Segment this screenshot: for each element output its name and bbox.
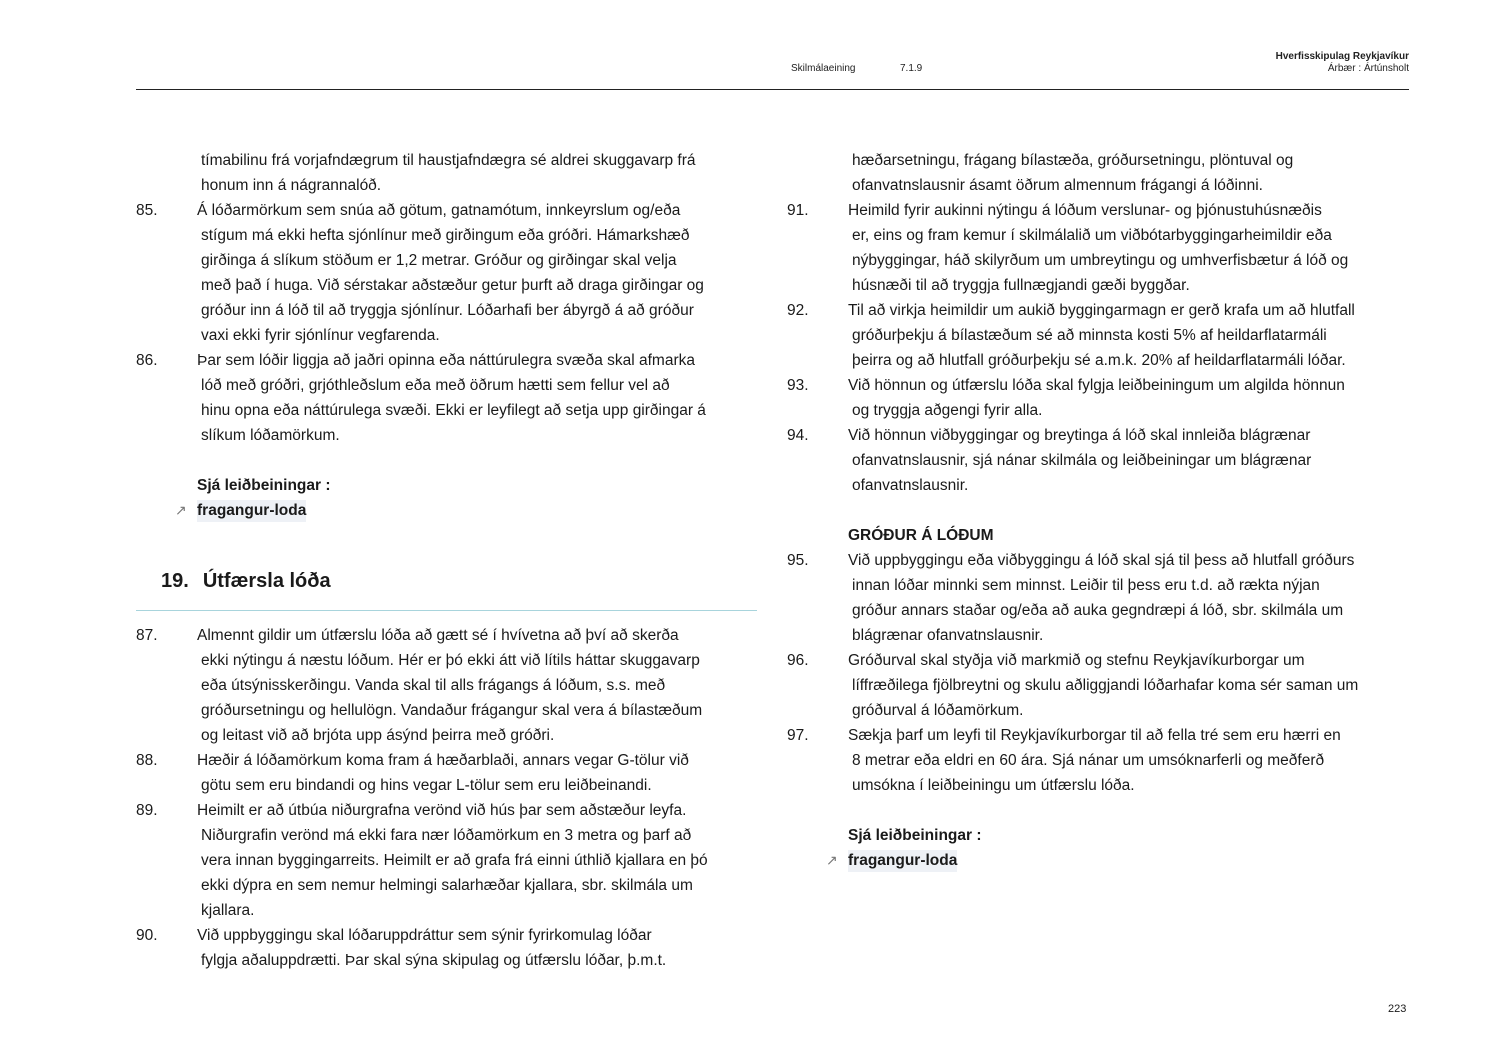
- text-line: gróður annars staðar og/eða að auka gegndræpi á lóð, sbr. skilmála um: [852, 602, 1344, 619]
- text-line: með það í huga. Við sérstakar aðstæður getur þurft að draga girðingar og: [201, 277, 704, 294]
- item-text: [848, 423, 1407, 498]
- text-line: eða útsýnisskerðingu. Vanda skal til alls frágangs á lóðum, s.s. með: [201, 677, 666, 694]
- subheading-wrap: [848, 523, 1407, 548]
- header-code: 7.1.9: [900, 63, 923, 74]
- guideline-link[interactable]: fragangur-loda: [848, 850, 957, 872]
- text-line: vaxi ekki fyrir sjónlínur vegfarenda.: [201, 327, 440, 344]
- item-number: 96.: [787, 652, 809, 669]
- text-line: Hæðir á lóðamörkum koma fram á hæðarblaði, annars vegar G-tölur við: [197, 752, 689, 769]
- list-item: [787, 198, 1407, 298]
- list-item: [136, 623, 756, 748]
- text-line: Gróðurval skal styðja við markmið og stefnu Reykjavíkurborgar um: [848, 652, 1305, 669]
- text-line: tímabilinu frá vorjafndægrum til haustjafndægra sé aldrei skuggavarp frá: [201, 152, 696, 169]
- text-line: blágrænar ofanvatnslausnir.: [852, 627, 1044, 644]
- item-text: [848, 373, 1407, 423]
- text-line: Niðurgrafin verönd má ekki fara nær lóðamörkum en 3 metra og þarf að: [201, 827, 692, 844]
- item-text: [848, 298, 1407, 373]
- text-line: Þar sem lóðir liggja að jaðri opinna eða náttúrulegra svæða skal afmarka: [197, 352, 695, 369]
- text-line: gróðursetningu og hellulögn. Vandaður frágangur skal vera á bílastæðum: [201, 702, 703, 719]
- text-line: kjallara.: [201, 902, 255, 919]
- item-number: 97.: [787, 727, 809, 744]
- list-item: [787, 423, 1407, 498]
- text-line: Á lóðarmörkum sem snúa að götum, gatnamótum, innkeyrslum og/eða: [197, 202, 681, 219]
- list-item: [136, 923, 756, 973]
- external-link-icon: ↗: [175, 502, 187, 518]
- text-line: innan lóðar minnki sem minnst. Leiðir til þess eru t.d. að rækta nýjan: [852, 577, 1320, 594]
- item-text: [848, 148, 1407, 198]
- list-item: [787, 548, 1407, 648]
- text-line: Heimild fyrir aukinni nýtingu á lóðum verslunar- og þjónustuhúsnæðis: [848, 202, 1322, 219]
- text-line: Til að virkja heimildir um aukið byggingarmagn er gerð krafa um að hlutfall: [848, 302, 1355, 319]
- item-number: 90.: [136, 927, 158, 944]
- text-line: Við hönnun viðbyggingar og breytinga á lóð skal innleiða blágrænar: [848, 427, 1311, 444]
- text-line: stígum má ekki hefta sjónlínur með girðingum eða gróðri. Hámarkshæð: [201, 227, 690, 244]
- text-line: hinu opna eða náttúrulega svæði. Ekki er leyfilegt að setja upp girðingar á: [201, 402, 706, 419]
- spacer: [136, 448, 756, 473]
- subheading: GRÓÐUR Á LÓÐUM: [848, 527, 994, 544]
- section-number: 19.: [161, 570, 189, 592]
- header-section: Skilmálaeining: [791, 63, 856, 74]
- list-item: [136, 198, 756, 348]
- text-line: er, eins og fram kemur í skilmálalið um viðbótarbyggingarheimildir eða: [852, 227, 1332, 244]
- item-text: [197, 348, 756, 448]
- text-line: hæðarsetningu, frágang bílastæða, gróðursetningu, plöntuval og: [852, 152, 1294, 169]
- section-heading: [161, 570, 345, 593]
- guideline-link-row: [826, 848, 1407, 873]
- item-text: [197, 748, 756, 798]
- list-item: [787, 148, 1407, 198]
- see-guidelines: [175, 473, 756, 523]
- text-line: ekki nýtingu á næstu lóðum. Hér er þó ekki átt við lítils háttar skuggavarp: [201, 652, 700, 669]
- item-text: [848, 723, 1407, 798]
- item-text: [848, 548, 1407, 648]
- see-guidelines-label: Sjá leiðbeiningar :: [848, 827, 982, 844]
- text-line: nýbyggingar, háð skilyrðum um umbreytingu og umhverfisbætur á lóð og: [852, 252, 1349, 269]
- text-line: Við uppbyggingu eða viðbyggingu á lóð skal sjá til þess að hlutfall gróðurs: [848, 552, 1355, 569]
- text-line: líffræðilega fjölbreytni og skulu aðliggjandi lóðarhafar koma sér saman um: [852, 677, 1359, 694]
- text-line: 8 metrar eða eldri en 60 ára. Sjá nánar um umsóknarferli og meðferð: [852, 752, 1325, 769]
- list-item: [136, 798, 756, 923]
- item-text: [197, 798, 756, 923]
- text-line: Heimilt er að útbúa niðurgrafna verönd við hús þar sem aðstæður leyfa.: [197, 802, 687, 819]
- item-text: [848, 648, 1407, 723]
- text-line: Sækja þarf um leyfi til Reykjavíkurborgar til að fella tré sem eru hærri en: [848, 727, 1341, 744]
- item-number: 95.: [787, 552, 809, 569]
- header-subtitle: Árbær : Ártúnsholt: [1327, 63, 1409, 74]
- guideline-link-row: [175, 498, 756, 523]
- left-column-bottom: [136, 623, 756, 973]
- left-column-top: [136, 148, 756, 523]
- list-item: [787, 723, 1407, 798]
- text-line: honum inn á nágrannalóð.: [201, 177, 382, 194]
- item-number: 88.: [136, 752, 158, 769]
- item-text: [197, 923, 756, 973]
- text-line: ofanvatnslausnir.: [852, 477, 969, 494]
- see-guidelines-label: Sjá leiðbeiningar :: [197, 477, 331, 494]
- text-line: Almennt gildir um útfærslu lóða að gætt sé í hvívetna að því að skerða: [197, 627, 679, 644]
- text-line: vera innan byggingarreits. Heimilt er að grafa frá einni úthlið kjallara en þó: [201, 852, 708, 869]
- text-line: ofanvatnslausnir ásamt öðrum almennum frágangi á lóðinni.: [852, 177, 1263, 194]
- text-line: og tryggja aðgengi fyrir alla.: [852, 402, 1043, 419]
- text-line: gróður inn á lóð til að tryggja sjónlínur. Lóðarhafi ber ábyrgð á að gróður: [201, 302, 694, 319]
- text-line: fylgja aðaluppdrætti. Þar skal sýna skipulag og útfærslu lóðar, þ.m.t.: [201, 952, 667, 969]
- item-number: 86.: [136, 352, 158, 369]
- list-item: [787, 298, 1407, 373]
- list-item: [136, 148, 756, 198]
- item-number: 87.: [136, 627, 158, 644]
- list-item: [136, 748, 756, 798]
- item-text: [197, 623, 756, 748]
- text-line: ofanvatnslausnir, sjá nánar skilmála og leiðbeiningar um blágrænar: [852, 452, 1312, 469]
- text-line: girðinga á slíkum stöðum er 1,2 metrar. Gróður og girðingar skal velja: [201, 252, 677, 269]
- header-divider: [136, 89, 1409, 90]
- text-line: umsókna í leiðbeiningu um útfærslu lóða.: [852, 777, 1135, 794]
- guideline-link[interactable]: fragangur-loda: [197, 500, 306, 522]
- text-line: slíkum lóðamörkum.: [201, 427, 340, 444]
- item-text: [848, 198, 1407, 298]
- text-line: húsnæði til að tryggja fullnægjandi gæði byggðar.: [852, 277, 1190, 294]
- item-number: 89.: [136, 802, 158, 819]
- item-number: 91.: [787, 202, 809, 219]
- text-line: þeirra og að hlutfall gróðurþekju sé a.m.k. 20% af heildarflatarmáli lóðar.: [852, 352, 1346, 369]
- item-text: [197, 148, 756, 198]
- text-line: Við uppbyggingu skal lóðaruppdráttur sem sýnir fyrirkomulag lóðar: [197, 927, 652, 944]
- text-line: gróðurval á lóðamörkum.: [852, 702, 1024, 719]
- item-number: 85.: [136, 202, 158, 219]
- spacer: [787, 498, 1407, 523]
- list-item: [787, 648, 1407, 723]
- section-title: Útfærsla lóða: [202, 570, 331, 592]
- external-link-icon: ↗: [826, 852, 838, 868]
- list-item: [136, 348, 756, 448]
- text-line: gróðurþekju á bílastæðum sé að minnsta kosti 5% af heildarflatarmáli: [852, 327, 1327, 344]
- spacer: [787, 798, 1407, 823]
- text-line: og leitast við að brjóta upp ásýnd þeirra með gróðri.: [201, 727, 555, 744]
- item-number: 92.: [787, 302, 809, 319]
- item-number: 94.: [787, 427, 809, 444]
- right-column: [787, 148, 1407, 873]
- text-line: Við hönnun og útfærslu lóða skal fylgja leiðbeiningum um algilda hönnun: [848, 377, 1345, 394]
- text-line: götu sem eru bindandi og hins vegar L-tölur sem eru leiðbeinandi.: [201, 777, 652, 794]
- see-guidelines: [826, 823, 1407, 873]
- item-text: [197, 198, 756, 348]
- text-line: ekki dýpra en sem nemur helmingi salarhæðar kjallara, sbr. skilmála um: [201, 877, 693, 894]
- item-number: 93.: [787, 377, 809, 394]
- list-item: [787, 373, 1407, 423]
- page-number: 223: [1388, 1003, 1407, 1015]
- text-line: lóð með gróðri, grjóthleðslum eða með öðrum hætti sem fellur vel að: [201, 377, 670, 394]
- header-title: Hverfisskipulag Reykjavíkur: [1275, 51, 1409, 62]
- section-divider: [136, 610, 757, 611]
